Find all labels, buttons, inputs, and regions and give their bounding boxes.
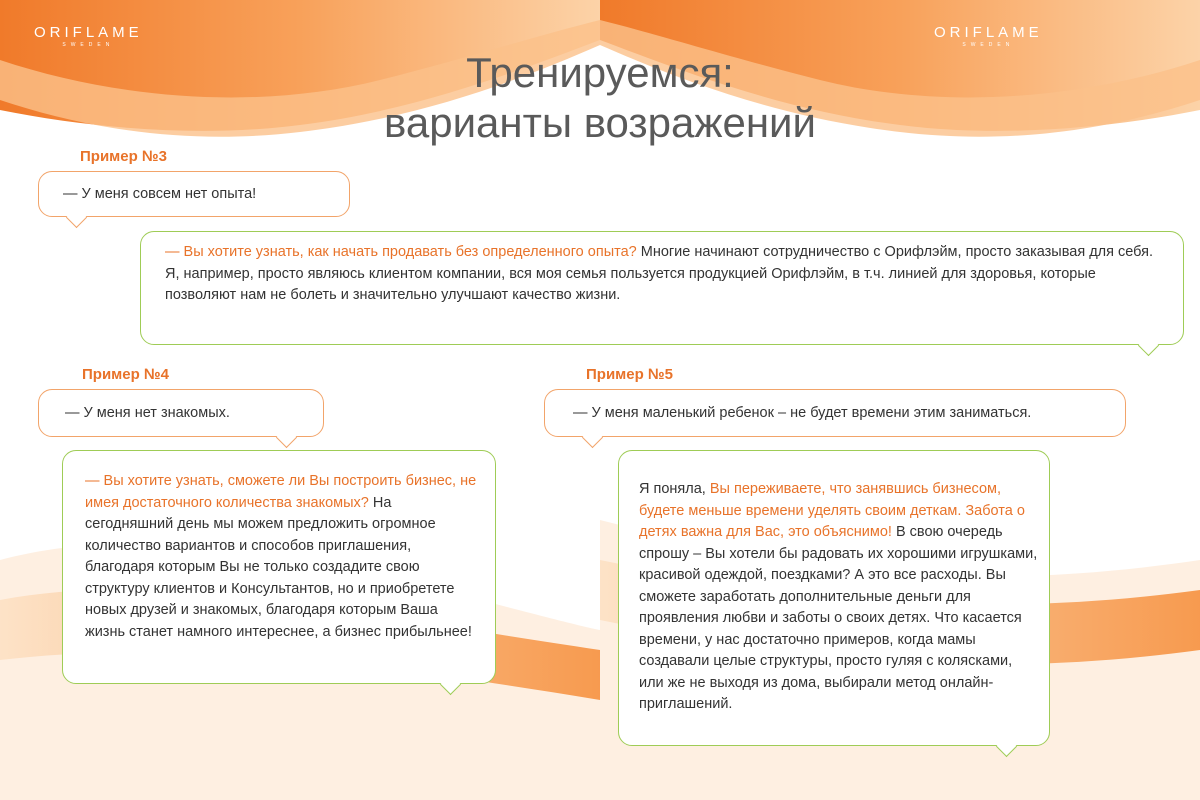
- example-4-answer-highlight: — Вы хотите узнать, сможете ли Вы построить бизнес, не имея достаточного количества знакомых?: [85, 473, 477, 511]
- example-3-answer-bubble: [140, 231, 1184, 345]
- example-3-label: Пример №3: [80, 148, 167, 165]
- logo-text: ORIFLAME: [934, 24, 1043, 41]
- example-5-objection-bubble: [544, 389, 1126, 437]
- title-line-1: Тренируемся:: [466, 49, 734, 96]
- logo-right: [934, 24, 1043, 48]
- example-5-answer-intro: Я поняла,: [639, 481, 710, 497]
- example-4-objection-bubble: [38, 389, 324, 437]
- logo-text: ORIFLAME: [34, 24, 143, 41]
- example-5-answer-rest: В свою очередь спрошу – Вы хотели бы радовать их хорошими игрушками, красивой одеждой, поездками? А это все расходы. Вы сможете заработать дополнительные деньги для проявления любви и заботы о своих детях. Что касается времени, у нас достаточно примеров, когда мамы создавали целые структуры, просто гуляя с колясками, или же не выходя из дома, выбирали метод онлайн-приглашений.: [639, 524, 1038, 712]
- logo-sub: SWEDEN: [62, 42, 115, 48]
- example-3-answer-rest: Многие начинают сотрудничество с Орифлэйм, просто заказывая для себя. Я, например, просто являюсь клиентом компании, вся моя семья пользуется продукцией Орифлэйм, в т.ч. линией для здоровья, которые позволяют нам не болеть и значительно улучшают качество жизни.: [165, 244, 1154, 303]
- example-5-answer-bubble: [618, 450, 1050, 746]
- example-3-answer-highlight: — Вы хотите узнать, как начать продавать без определенного опыта?: [165, 244, 637, 260]
- title-line-2: варианты возражений: [384, 99, 816, 146]
- slide-title: [340, 48, 860, 148]
- example-4-label: Пример №4: [82, 366, 169, 383]
- example-4-answer-bubble: [62, 450, 496, 684]
- example-3-objection-bubble: [38, 171, 350, 217]
- logo-left: [34, 24, 143, 48]
- example-4-answer-rest: На сегодняшний день мы можем предложить огромное количество вариантов и способов приглашения, благодаря которым Вы не только создадите свою структуру клиентов и Консультантов, но и приобретете новых друзей и знакомых, благодаря которым Ваша жизнь станет намного интереснее, а бизнес прибыльнее!: [85, 494, 472, 640]
- example-5-answer-highlight: Вы переживаете, что занявшись бизнесом, будете меньше времени уделять своим деткам. Забота о детях важна для Вас, это объяснимо!: [639, 481, 1025, 540]
- example-5-objection: — У меня маленький ребенок – не будет времени этим заниматься.: [573, 405, 1032, 421]
- example-3-objection: — У меня совсем нет опыта!: [63, 186, 257, 202]
- example-5-label: Пример №5: [586, 366, 673, 383]
- example-4-objection: — У меня нет знакомых.: [65, 405, 230, 421]
- logo-sub: SWEDEN: [962, 42, 1015, 48]
